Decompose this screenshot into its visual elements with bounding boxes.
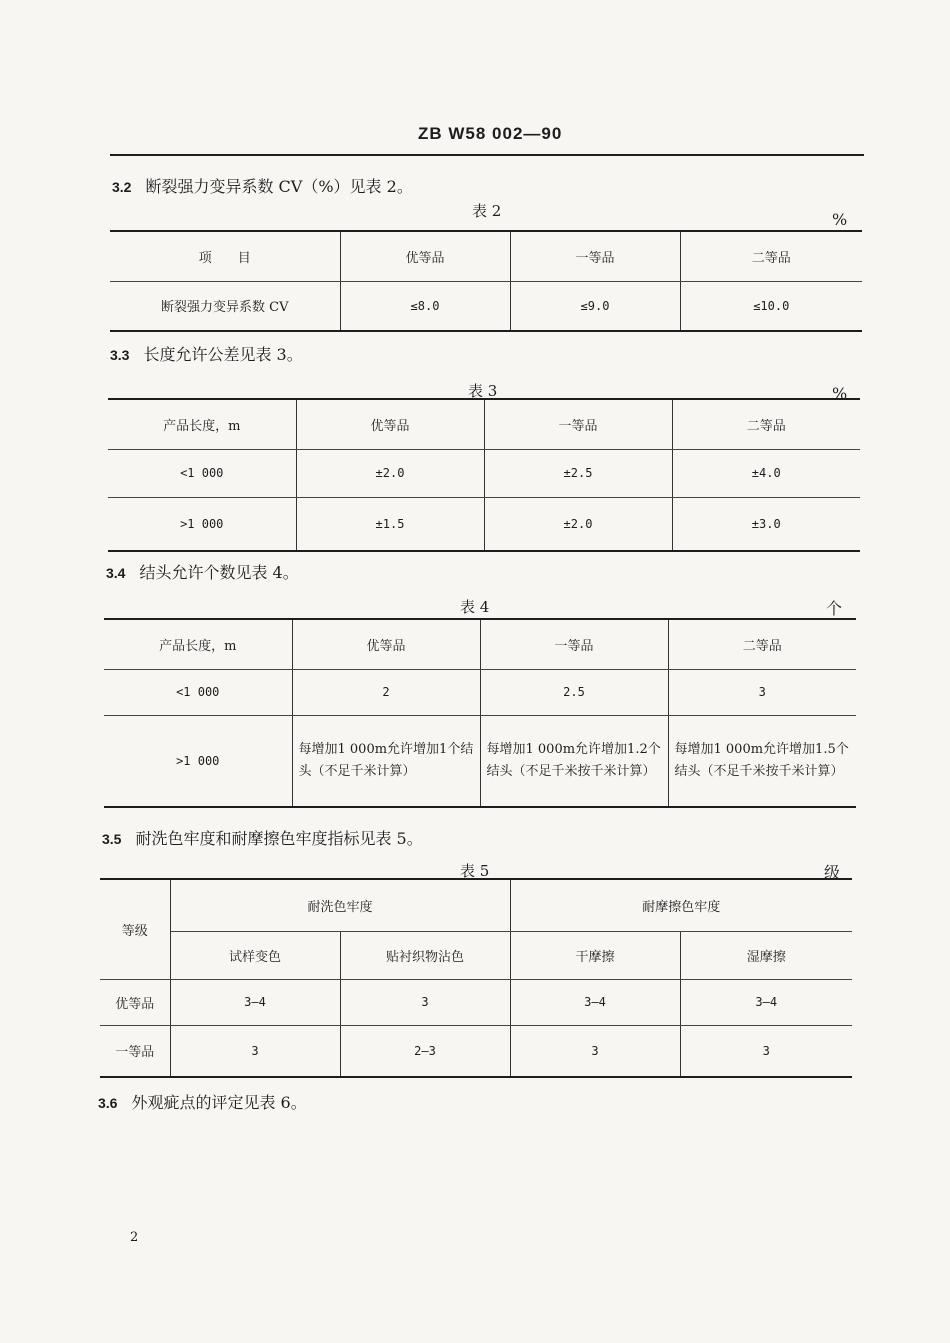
- cell: 3—4: [170, 979, 340, 1025]
- table-header-row: [100, 879, 852, 931]
- table-row: [100, 1025, 852, 1077]
- table-subheader-row: [100, 931, 852, 979]
- section-number: 3.3: [110, 347, 130, 363]
- cell: ±1.5: [296, 497, 484, 551]
- section-3-2: [112, 174, 413, 197]
- cell: 3: [340, 979, 510, 1025]
- cell: 3: [668, 669, 856, 715]
- header-cell: 二等品: [680, 231, 862, 281]
- cell: 3: [680, 1025, 852, 1077]
- cell: 每增加1 000m允许增加1.2个结头（不足千米按千米计算）: [480, 715, 668, 807]
- section-text: 外观疵点的评定见表 6。: [131, 1093, 307, 1112]
- header-cell: 项 目: [110, 231, 340, 281]
- cell: ±2.5: [484, 449, 672, 497]
- header-rule: [110, 154, 864, 156]
- cell: >1 000: [104, 715, 292, 807]
- section-number: 3.5: [102, 831, 122, 847]
- cell: >1 000: [108, 497, 296, 551]
- header-cell: 优等品: [292, 619, 480, 669]
- table-row: [108, 449, 860, 497]
- table-row: [104, 715, 856, 807]
- table-5-unit: 级: [824, 863, 841, 882]
- header-cell: 耐洗色牢度: [170, 879, 510, 931]
- cell: ≤9.0: [510, 281, 680, 331]
- cell: 3: [170, 1025, 340, 1077]
- header-cell: 贴衬织物沾色: [340, 931, 510, 979]
- cell: ±2.0: [296, 449, 484, 497]
- cell: 一等品: [100, 1025, 170, 1077]
- table-4-unit: 个: [826, 599, 843, 618]
- table-header-row: [108, 399, 860, 449]
- cell: 3—4: [510, 979, 680, 1025]
- cell: 2—3: [340, 1025, 510, 1077]
- table-row: [110, 281, 862, 331]
- cell: 2: [292, 669, 480, 715]
- section-number: 3.2: [112, 179, 132, 195]
- table-5-caption: 表 5: [460, 862, 490, 880]
- section-text: 结头允许个数见表 4。: [139, 563, 299, 582]
- table-2: [110, 230, 862, 332]
- header-cell: 试样变色: [170, 931, 340, 979]
- header-cell: 优等品: [340, 231, 510, 281]
- header-cell: 二等品: [672, 399, 860, 449]
- header-cell: 优等品: [296, 399, 484, 449]
- cell: ±4.0: [672, 449, 860, 497]
- section-3-5: [102, 826, 423, 849]
- cell: 2.5: [480, 669, 668, 715]
- table-header-row: [110, 231, 862, 281]
- cell: ≤10.0: [680, 281, 862, 331]
- header-cell: 一等品: [510, 231, 680, 281]
- section-3-4: [106, 560, 299, 583]
- header-cell: 等级: [100, 879, 170, 979]
- header-cell: 二等品: [668, 619, 856, 669]
- section-text: 长度允许公差见表 3。: [143, 345, 303, 364]
- cell: 每增加1 000m允许增加1个结头（不足千米计算）: [292, 715, 480, 807]
- header-cell: 产品长度，m: [108, 399, 296, 449]
- cell: ≤8.0: [340, 281, 510, 331]
- cell: <1 000: [108, 449, 296, 497]
- table-row: [104, 669, 856, 715]
- page-number: 2: [130, 1230, 139, 1245]
- header-cell: 干摩擦: [510, 931, 680, 979]
- table-row: [100, 979, 852, 1025]
- cell: ±2.0: [484, 497, 672, 551]
- table-3: [108, 398, 860, 552]
- header-cell: 湿摩擦: [680, 931, 852, 979]
- table-2-caption: 表 2: [472, 202, 502, 220]
- table-3-caption: 表 3: [468, 382, 498, 400]
- section-3-6: [98, 1090, 307, 1113]
- header-cell: 耐摩擦色牢度: [510, 879, 852, 931]
- cell: 优等品: [100, 979, 170, 1025]
- cell: 断裂强力变异系数 CV: [110, 281, 340, 331]
- table-5: [100, 878, 852, 1078]
- section-3-3: [110, 342, 303, 365]
- standard-code: ZB W58 002—90: [418, 124, 563, 143]
- cell: 3: [510, 1025, 680, 1077]
- section-text: 耐洗色牢度和耐摩擦色牢度指标见表 5。: [135, 829, 423, 848]
- section-number: 3.6: [98, 1095, 118, 1111]
- table-4: [104, 618, 856, 808]
- cell: 3—4: [680, 979, 852, 1025]
- cell: 每增加1 000m允许增加1.5个结头（不足千米按千米计算）: [668, 715, 856, 807]
- cell: <1 000: [104, 669, 292, 715]
- cell: ±3.0: [672, 497, 860, 551]
- section-number: 3.4: [106, 565, 126, 581]
- table-4-caption: 表 4: [460, 598, 490, 616]
- table-row: [108, 497, 860, 551]
- table-header-row: [104, 619, 856, 669]
- table-2-unit: %: [832, 210, 848, 229]
- table-3-unit: %: [832, 384, 848, 403]
- section-text: 断裂强力变异系数 CV（%）见表 2。: [145, 177, 413, 196]
- header-cell: 一等品: [484, 399, 672, 449]
- header-cell: 一等品: [480, 619, 668, 669]
- header-cell: 产品长度，m: [104, 619, 292, 669]
